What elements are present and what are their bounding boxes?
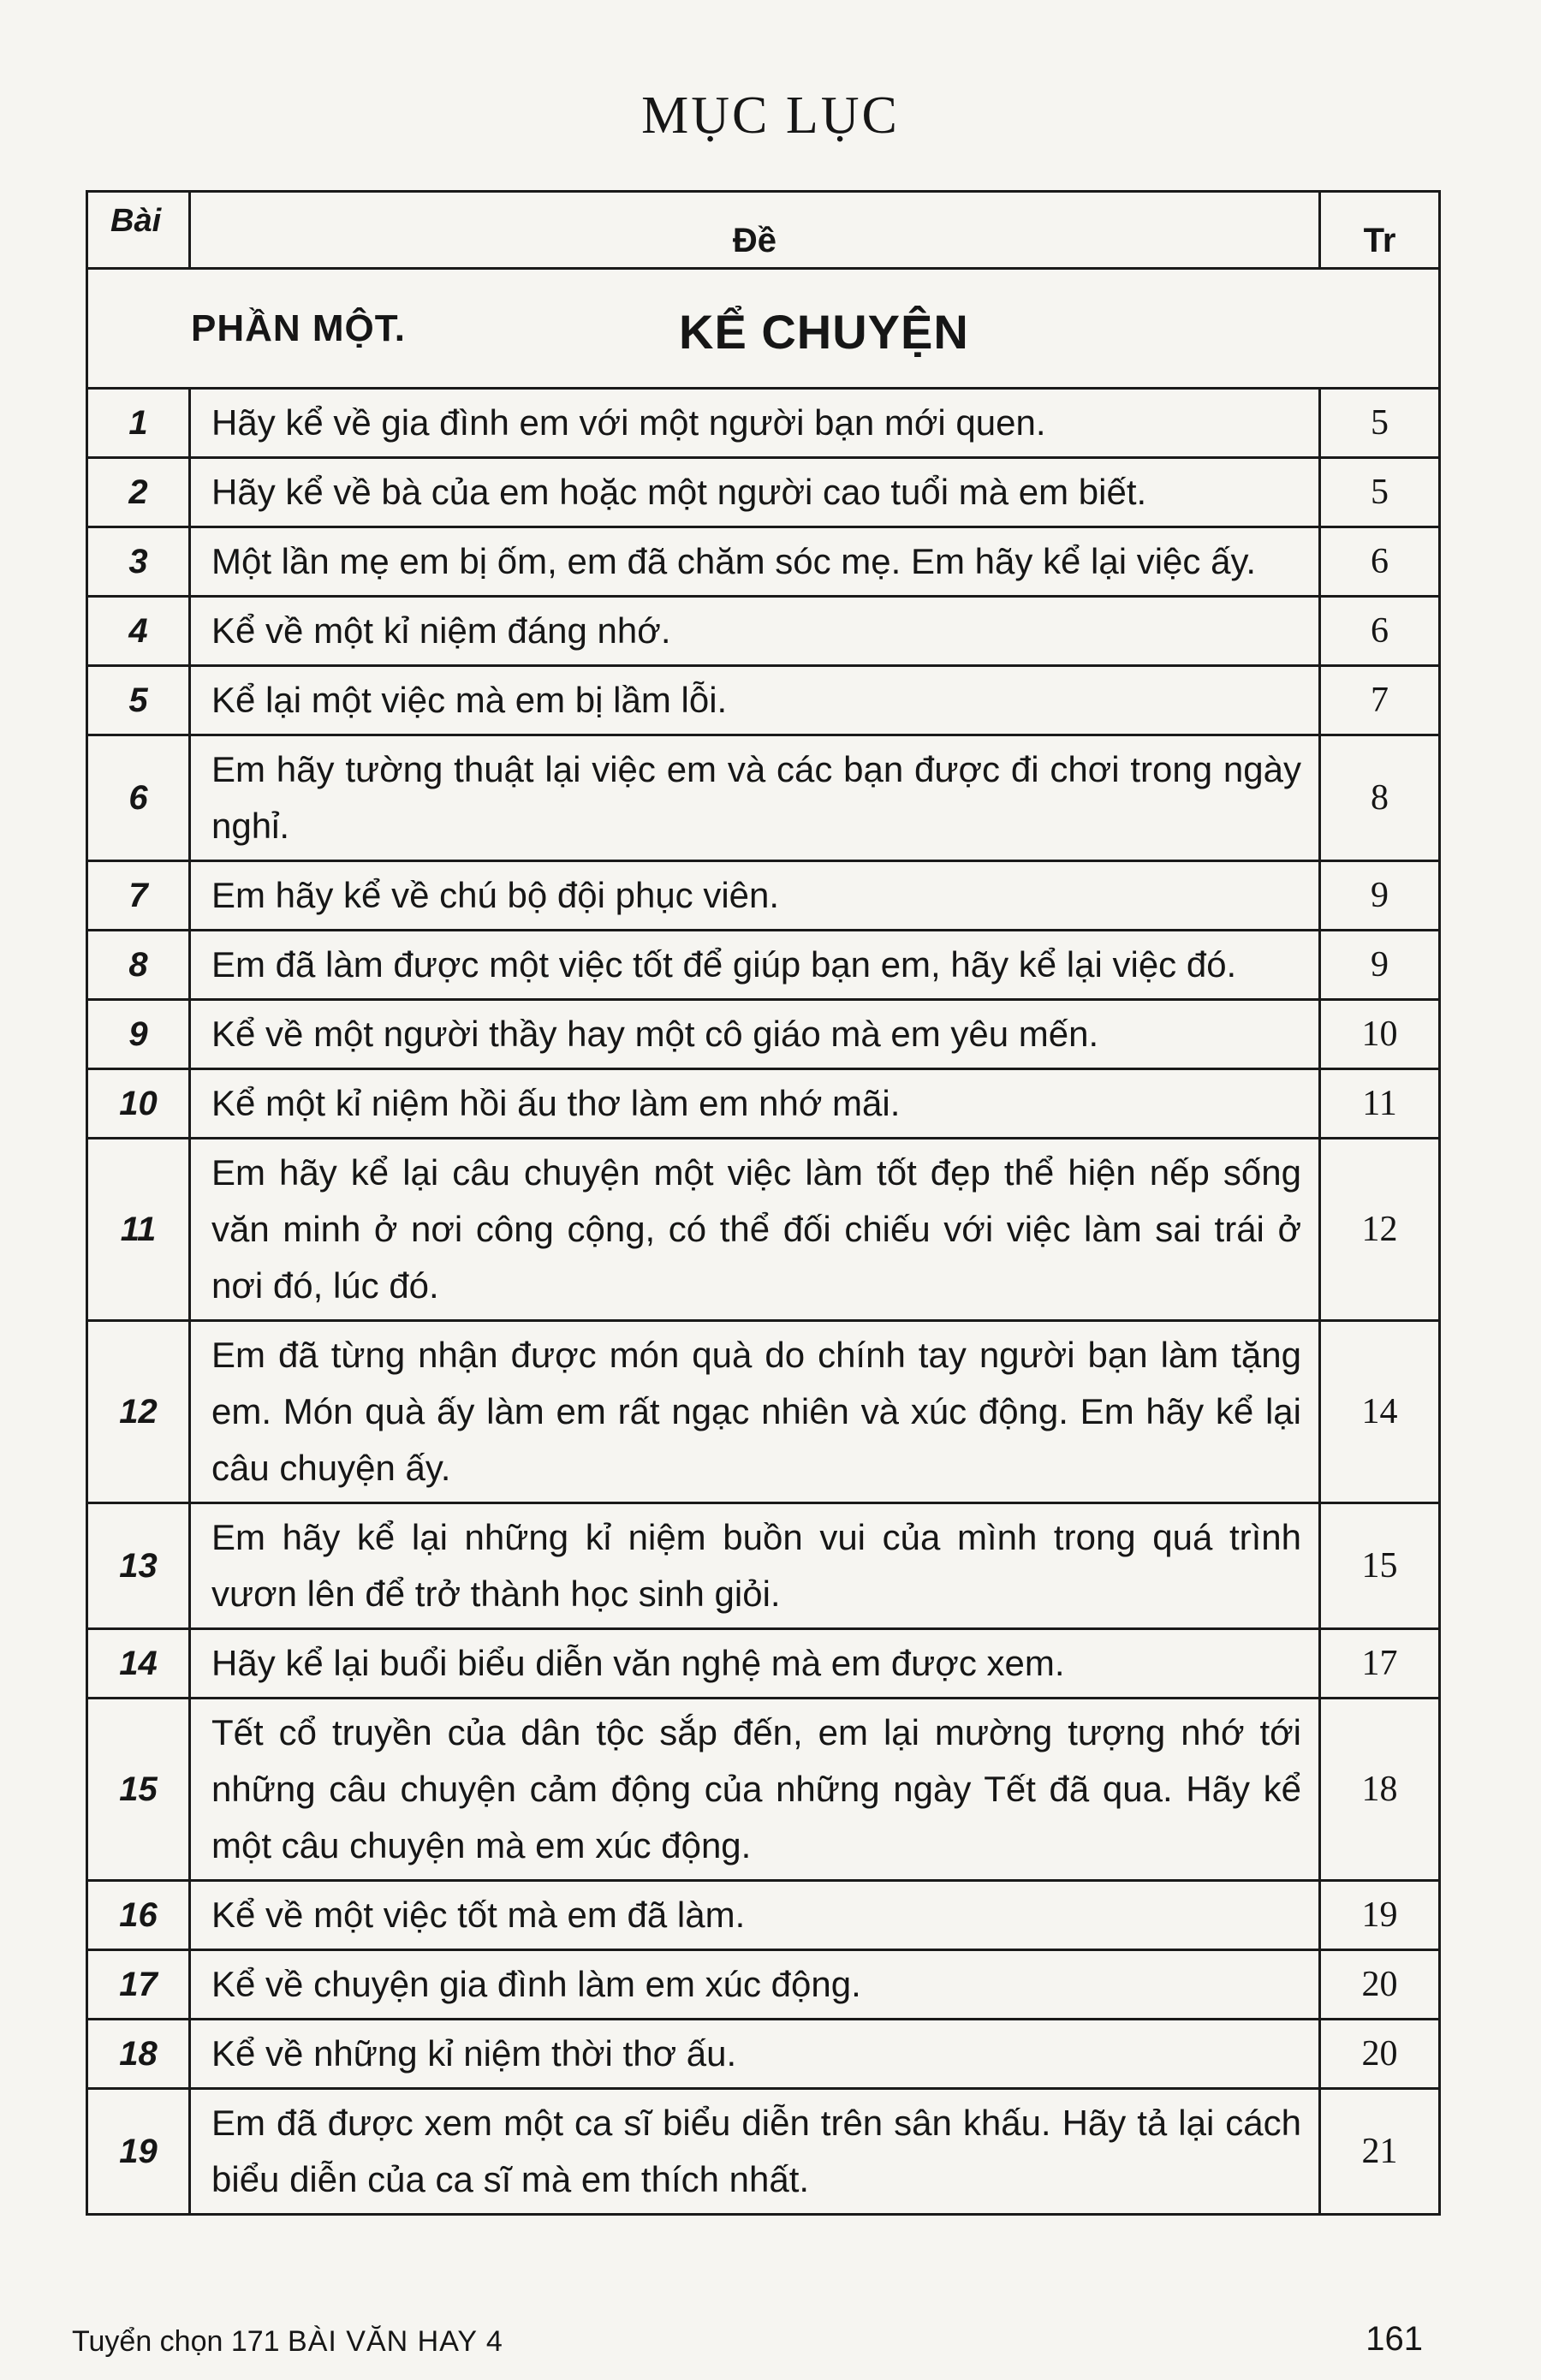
table-of-contents	[86, 190, 1441, 2216]
lesson-topic: Kể về một việc tốt mà em đã làm.	[190, 1881, 1320, 1950]
lesson-page: 6	[1320, 527, 1440, 597]
lesson-number: 2	[87, 458, 190, 527]
table-row[interactable]	[87, 1881, 1440, 1950]
lesson-page: 5	[1320, 458, 1440, 527]
table-row[interactable]	[87, 735, 1440, 861]
lesson-topic: Em hãy kể về chú bộ đội phục viên.	[190, 861, 1320, 931]
lesson-number: 6	[87, 735, 190, 861]
lesson-topic: Em đã được xem một ca sĩ biểu diễn trên sân khấu. Hãy tả lại cách biểu diễn của ca sĩ mà em thích nhất.	[190, 2089, 1320, 2215]
lesson-number: 11	[87, 1139, 190, 1321]
table-row[interactable]	[87, 458, 1440, 527]
lesson-number: 19	[87, 2089, 190, 2215]
lesson-topic: Em hãy tường thuật lại việc em và các bạn được đi chơi trong ngày nghỉ.	[190, 735, 1320, 861]
table-row[interactable]	[87, 527, 1440, 597]
lesson-page: 7	[1320, 666, 1440, 735]
lesson-topic: Em hãy kể lại những kỉ niệm buồn vui của mình trong quá trình vươn lên để trở thành học sinh giỏi.	[190, 1503, 1320, 1629]
lesson-page: 20	[1320, 1950, 1440, 2020]
lesson-page: 9	[1320, 861, 1440, 931]
lesson-topic: Một lần mẹ em bị ốm, em đã chăm sóc mẹ. Em hãy kể lại việc ấy.	[190, 527, 1320, 597]
lesson-page: 15	[1320, 1503, 1440, 1629]
lesson-page: 21	[1320, 2089, 1440, 2215]
lesson-number: 7	[87, 861, 190, 931]
book-title-main: BÀI VĂN HAY 4	[288, 2325, 503, 2358]
lesson-topic: Tết cổ truyền của dân tộc sắp đến, em lại mường tượng nhớ tới những câu chuyện cảm động của những ngày Tết đã qua. Hãy kể một câu chuyện mà em xúc động.	[190, 1699, 1320, 1881]
header-lesson: Bài	[87, 192, 190, 269]
lesson-topic: Kể về chuyện gia đình làm em xúc động.	[190, 1950, 1320, 2020]
lesson-number: 4	[87, 597, 190, 666]
lesson-topic: Em hãy kể lại câu chuyện một việc làm tốt đẹp thể hiện nếp sống văn minh ở nơi công cộng, có thể đối chiếu với việc làm sai trái ở nơi đó, lúc đó.	[190, 1139, 1320, 1321]
table-row[interactable]	[87, 1139, 1440, 1321]
lesson-page: 17	[1320, 1629, 1440, 1699]
lesson-topic: Kể về một kỉ niệm đáng nhớ.	[190, 597, 1320, 666]
table-row[interactable]	[87, 1950, 1440, 2020]
lesson-page: 19	[1320, 1881, 1440, 1950]
table-row[interactable]	[87, 666, 1440, 735]
lesson-topic: Em đã từng nhận được món quà do chính tay người bạn làm tặng em. Món quà ấy làm em rất ngạc nhiên và xúc động. Em hãy kể lại câu chuyện ấy.	[190, 1321, 1320, 1503]
lesson-page: 14	[1320, 1321, 1440, 1503]
table-row[interactable]	[87, 1503, 1440, 1629]
lesson-number: 12	[87, 1321, 190, 1503]
lesson-number: 9	[87, 1000, 190, 1069]
header-row	[87, 192, 1440, 269]
part-heading-row	[87, 269, 1440, 389]
table-row[interactable]	[87, 597, 1440, 666]
lesson-topic: Hãy kể lại buổi biểu diễn văn nghệ mà em được xem.	[190, 1629, 1320, 1699]
table-row[interactable]	[87, 2020, 1440, 2089]
lesson-topic: Hãy kể về bà của em hoặc một người cao tuổi mà em biết.	[190, 458, 1320, 527]
part-title: KỂ CHUYỆN	[679, 305, 969, 359]
lesson-number: 10	[87, 1069, 190, 1139]
part-heading	[87, 269, 1440, 389]
lesson-topic: Kể về một người thầy hay một cô giáo mà em yêu mến.	[190, 1000, 1320, 1069]
lesson-page: 18	[1320, 1699, 1440, 1881]
table-row[interactable]	[87, 1069, 1440, 1139]
lesson-topic: Kể một kỉ niệm hồi ấu thơ làm em nhớ mãi.	[190, 1069, 1320, 1139]
table-row[interactable]	[87, 1000, 1440, 1069]
lesson-number: 18	[87, 2020, 190, 2089]
lesson-number: 5	[87, 666, 190, 735]
page-number: 161	[1365, 2320, 1423, 2358]
lesson-page: 12	[1320, 1139, 1440, 1321]
lesson-number: 14	[87, 1629, 190, 1699]
lesson-page: 9	[1320, 931, 1440, 1000]
lesson-number: 15	[87, 1699, 190, 1881]
book-title-prefix: Tuyển chọn 171	[72, 2325, 289, 2358]
table-row[interactable]	[87, 861, 1440, 931]
lesson-topic: Kể về những kỉ niệm thời thơ ấu.	[190, 2020, 1320, 2089]
table-row[interactable]	[87, 1629, 1440, 1699]
lesson-page: 5	[1320, 389, 1440, 458]
lesson-page: 11	[1320, 1069, 1440, 1139]
book-title	[72, 2325, 503, 2359]
lesson-page: 10	[1320, 1000, 1440, 1069]
table-row[interactable]	[87, 931, 1440, 1000]
lesson-number: 1	[87, 389, 190, 458]
lesson-page: 8	[1320, 735, 1440, 861]
lesson-number: 8	[87, 931, 190, 1000]
lesson-topic: Kể lại một việc mà em bị lầm lỗi.	[190, 666, 1320, 735]
lesson-number: 16	[87, 1881, 190, 1950]
table-row[interactable]	[87, 1321, 1440, 1503]
lesson-number: 17	[87, 1950, 190, 2020]
header-topic: Đề	[190, 192, 1320, 269]
lesson-number: 13	[87, 1503, 190, 1629]
lesson-topic: Hãy kể về gia đình em với một người bạn mới quen.	[190, 389, 1320, 458]
lesson-number: 3	[87, 527, 190, 597]
lesson-page: 20	[1320, 2020, 1440, 2089]
page-title: MỤC LỤC	[641, 86, 900, 145]
table-row[interactable]	[87, 2089, 1440, 2215]
table-row[interactable]	[87, 1699, 1440, 1881]
lesson-topic: Em đã làm được một việc tốt để giúp bạn em, hãy kể lại việc đó.	[190, 931, 1320, 1000]
part-label: PHẦN MỘT.	[191, 307, 406, 349]
table-row[interactable]	[87, 389, 1440, 458]
lesson-page: 6	[1320, 597, 1440, 666]
header-page: Tr	[1320, 192, 1440, 269]
